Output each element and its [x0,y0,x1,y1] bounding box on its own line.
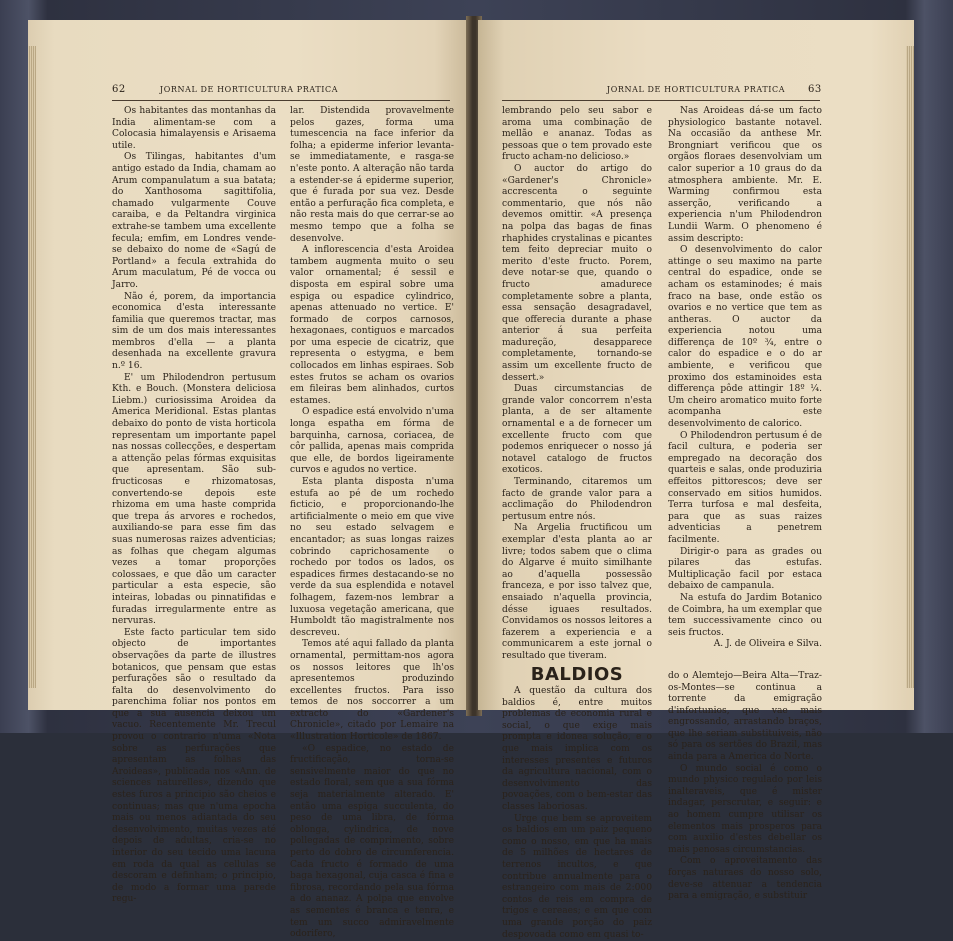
paragraph: O auctor do artigo do «Gardener's Chronicle» accrescenta o seguinte commentario, que nós não devemos omittir. «A presença na polpa das bagas de finas rhaphides crystalinas e picantes tem feito depreciar muito o merito d'este fructo. Porem, deve notar-se que, quando o fructo amadurece completamente sobre a planta, essa sensação desagradavel, que offerecia durante a phase anterior á sua perfeita madureção, desapparece completamente, tornando-se assim um excellente fructo de dessert.» [502,163,652,383]
paragraph: Esta planta disposta n'uma estufa ao pé de um rochedo ficticio, e proporcionando-lhe artificialmente o meio em que vive no seu estado selvagem e encantador; as suas longas raizes cobrindo caprichosamente o rochedo por todos os lados, os espadices firmes destacando-se no verde da sua esplendida e notavel folhagem, fazem-nos lembrar a luxuosa vegetação americana, que Humboldt tão magistralmente nos descreveu. [290,477,454,638]
page-number: 62 [112,84,126,95]
paragraph: Os habitantes das montanhas da India alimentam-se com a Colocasia himalayensis e Arisaema utile. [112,106,276,151]
text-column-1 [502,106,652,940]
header-rule [112,100,450,101]
paragraph: Nas Aroideas dá-se um facto physiologico bastante notavel. Na occasião da anthese Mr. Brongniart verificou que os orgãos floraes desenvolviam um calor superior a 10 graus do da atmosphera ambiente. Mr. E. Warming confirmou esta asserção, verificando a experiencia n'um Philodendron Lundii Warm. O phenomeno é assim descripto: [668,106,822,244]
paragraph: Não é, porem, da importancia economica d'esta interessante familia que queremos tractar, mas sim de um dos mais interessantes membros d'ella — a planta desenhada na excellente gravura n.º 16. [112,291,276,372]
page-edges-left [28,46,36,688]
paragraph: O Philodendron pertusum é de facil cultura, e poderia ser empregado na decoração dos quarteis e salas, onde produziria effeitos pittorescos; deve ser conservado em sitios humidos. Terra turfosa e mal desfeita, para que as suas raizes adventicias a penetrem facilmente. [668,430,822,545]
paragraph: Na estufa do Jardim Botanico de Coimbra, ha um exemplar que tem successivamente cinco ou seis fructos. [668,592,822,638]
page-edges-right [906,46,914,688]
paragraph: Os Tilingas, habitantes d'um antigo estado da India, chamam ao Arum companulatum a sua batata; do Xanthosoma sagittifolia, chamado vulgarmente Couve caraiba, e da Peltandra virginica extrahe-se tambem uma excellente fecula; emfim, em Londres vende-se debaixo do nome de «Sagú de Portland» a fecula extrahida do Arum maculatum, Pé de vocca ou Jarro. [112,152,276,290]
article-heading: BALDIOS [530,663,624,685]
running-title: JORNAL DE HORTICULTURA PRATICA [159,85,339,94]
paragraph: O desenvolvimento do calor attinge o seu maximo na parte central do espadice, onde se acham os estaminodes; é mais fraco na base, onde estão os ovarios e no vertice que tem as antheras. O auctor da experiencia notou uma differença de 10º ¾, entre o calor do espadice e o do ar ambiente, e verificou que proximo dos estaminoides esta differença pôde attingir 18º ¼. Um cheiro aromatico muito forte acompanha este desenvolvimento de calorico. [668,245,822,430]
paragraph: Este facto particular tem sido objecto de importantes observações da parte de illustres botanicos, que pensam que estas perfurações são o resultado da falta do desenvolvimento do parenchima foliar nos pontos em que a sua ausencia deixou um vacuo. Recentemente Mr. Trecul provou o contrario n'uma «Nota sobre as perfurações que apresentam as folhas das Aroideas», publicada nos «Ann. de sciences naturelles», dizendo que estes furos a principio são cheios e continuas; mas que n'uma epocha mais ou menos adiantada do seu desenvolvimento, muitas vezes até depois de adultas, cria-se no interior do seu tecido uma lacuna em roda da qual as cellulas se descoram e definham; o principio, de modo a formar uma parede regu- [112,627,276,905]
paragraph: Temos até aqui fallado da planta ornamental, permittam-nos agora os nossos leitores que lh'os apresentemos produzindo excellentes fructos. Para isso temos de nos soccorrer a um extracto do «Gardener's Chronicle», citado por Lemaire na «Illustration Horticole» de 1867. [290,639,454,743]
right-page [478,20,914,940]
paragraph: Terminando, citaremos um facto de grande valor para a acclimação do Philodendron pertusum entre nós. [502,477,652,522]
running-head-left [28,84,470,100]
paragraph: do o Alemtejo—Beira Alta—Traz-os-Montes—se continua a torrente da emigração d'infortunios, que vae mais engrossando, arrastando braços, que lhe seriam substituiveis, não só para os sertões do Brazil, mas ainda para a America do Norte. [668,670,822,763]
running-head-right [478,84,914,100]
text-column-1 [112,106,276,905]
paragraph: Urge que bem se aproveitem os baldios em um paiz pequeno como o nosso, em que ha mais de 5 milhões de hectares de terrenos incultos, e que contribue annualmente para o estrangeiro com mais de 2:000 contos de reis em compra de trigos e cereaes; e em que com uma grande porção do paiz despovoada como em quasi to- [502,813,652,940]
text-column-2 [290,106,454,940]
paragraph: A inflorescencia d'esta Aroidea tambem augmenta muito o seu valor ornamental; é sessil e disposta em espiral sobre uma espiga ou espadice cylindrico, apenas attenuado no vertice. E' formado de corpos carnosos, hexagonaes, contiguos e marcados por uma especie de cicatriz, que representa o estygma, e bem collocados em linhas espiraes. Sob estes frutos se acham os ovarios em fileiras bem alinhados, curtos estames. [290,245,454,406]
left-page [28,20,470,940]
author-signature: A. J. de Oliveira e Silva. [713,639,822,650]
paragraph: «O espadice, no estado de fructificação, torna-se sensivelmente maior do que no estado floral, sem que a sua fórma seja materialmente alterado. E' então uma espiga succulenta, do peso de uma libra, de fórma oblonga, cylindrica, de nove pollegadas de comprimento, sobre perto do dobro de circumferencia. Cada fructo é formado de uma baga hexagonal, cuja casca é fina e fibrosa, recordando pela sua fórma a do ananaz. A polpa que envolve as sementes é branca e tenra, e tem um succo admiravelmente odorifero, [290,743,454,940]
paragraph: lar. Distendida provavelmente pelos gazes, forma uma tumescencia na face inferior da folha; a epiderme inferior levanta-se immediatamente, e rasga-se n'este ponto. A alteração não tarda a estender-se á epiderme superior, que é furada por sua vez. Desde então a perfuração fica completa, e não resta mais do que cerrar-se ao mesmo tempo que a folha se desenvolve. [290,106,454,244]
paragraph: E' um Philodendron pertusum Kth. e Bouch. (Monstera deliciosa Liebm.) curiosissima Aroidea da America Meridional. Estas plantas debaixo do ponto de vista horticola representam um importante papel nas nossas collecções, e despertam a attenção pelas fórmas exquisitas que apresentam. São sub-fructicosas e rhizomatosas, convertendo-se depois este rhizoma em uma haste comprida que trepa ás arvores e rochedos, auxiliando-se para esse fim das suas numerosas raizes adventicias; as folhas que chegam algumas vezes a tomar proporções colossaes, e que dão um caracter particular a esta especie, são inteiras, lobadas ou pinnatifidas e furadas irregularmente entre as nervuras. [112,372,276,627]
header-rule [502,100,820,101]
paragraph: A questão da cultura dos baldios é, entre muitos problemas de economia rural e social, o que exige mais prompta e idonea solução, e o que mais implica com os interesses presentes e futuros da agricultura nacional, com o desenvolvimento das povoações, com o bem-estar das classes laboriosas. [502,686,652,813]
paragraph: Dirigir-o para as grades ou pilares das estufas. Multiplicação facil por estaca debaixo de campanula. [668,546,822,592]
paragraph: Na Argelia fructificou um exemplar d'esta planta ao ar livre; todos sabem que o clima do Algarve é muito similhante ao d'aquella possessão franceza, e por isso talvez que, ensaiado n'aquella provincia, désse iguaes resultados. Convidamos os nossos leitores a fazerem a experiencia e a communicarem a este jornal o resultado que tiveram. [502,523,652,661]
paragraph: Com o aproveitamento das forças naturaes do nosso solo, deve-se attenuar a tendencia para a emigração, e substituir [668,856,822,902]
paragraph: Duas circumstancias de grande valor concorrem n'esta planta, a de ser altamente ornamental e a de fornecer um excellente fructo com que podemos enriquecer o nosso já notavel catalogo de fructos exoticos. [502,384,652,476]
paragraph: lembrando pelo seu sabor e aroma uma combinação de mellão e ananaz. Todas as pessoas que o tem provado este fructo acham-no delicioso.» [502,106,652,163]
text-column-2 [668,106,822,902]
paragraph: O espadice está envolvido n'uma longa espatha em fórma de barquinha, carnosa, coriacea, de côr pallida, apenas mais comprida que elle, de bordos ligeiramente curvos e agudos no vertice. [290,407,454,476]
page-number: 63 [808,84,822,95]
running-title: JORNAL DE HORTICULTURA PRATICA [606,85,786,94]
paragraph: O mundo social é como o mundo physico regulado por leis inalteraveis, que é mister indagar, perscrutar, e seguir: e ao homem cumpre utilisar os elementos mais prosperos para com auxilio d'estes debellar os mais penosas circumstancias. [668,763,822,855]
